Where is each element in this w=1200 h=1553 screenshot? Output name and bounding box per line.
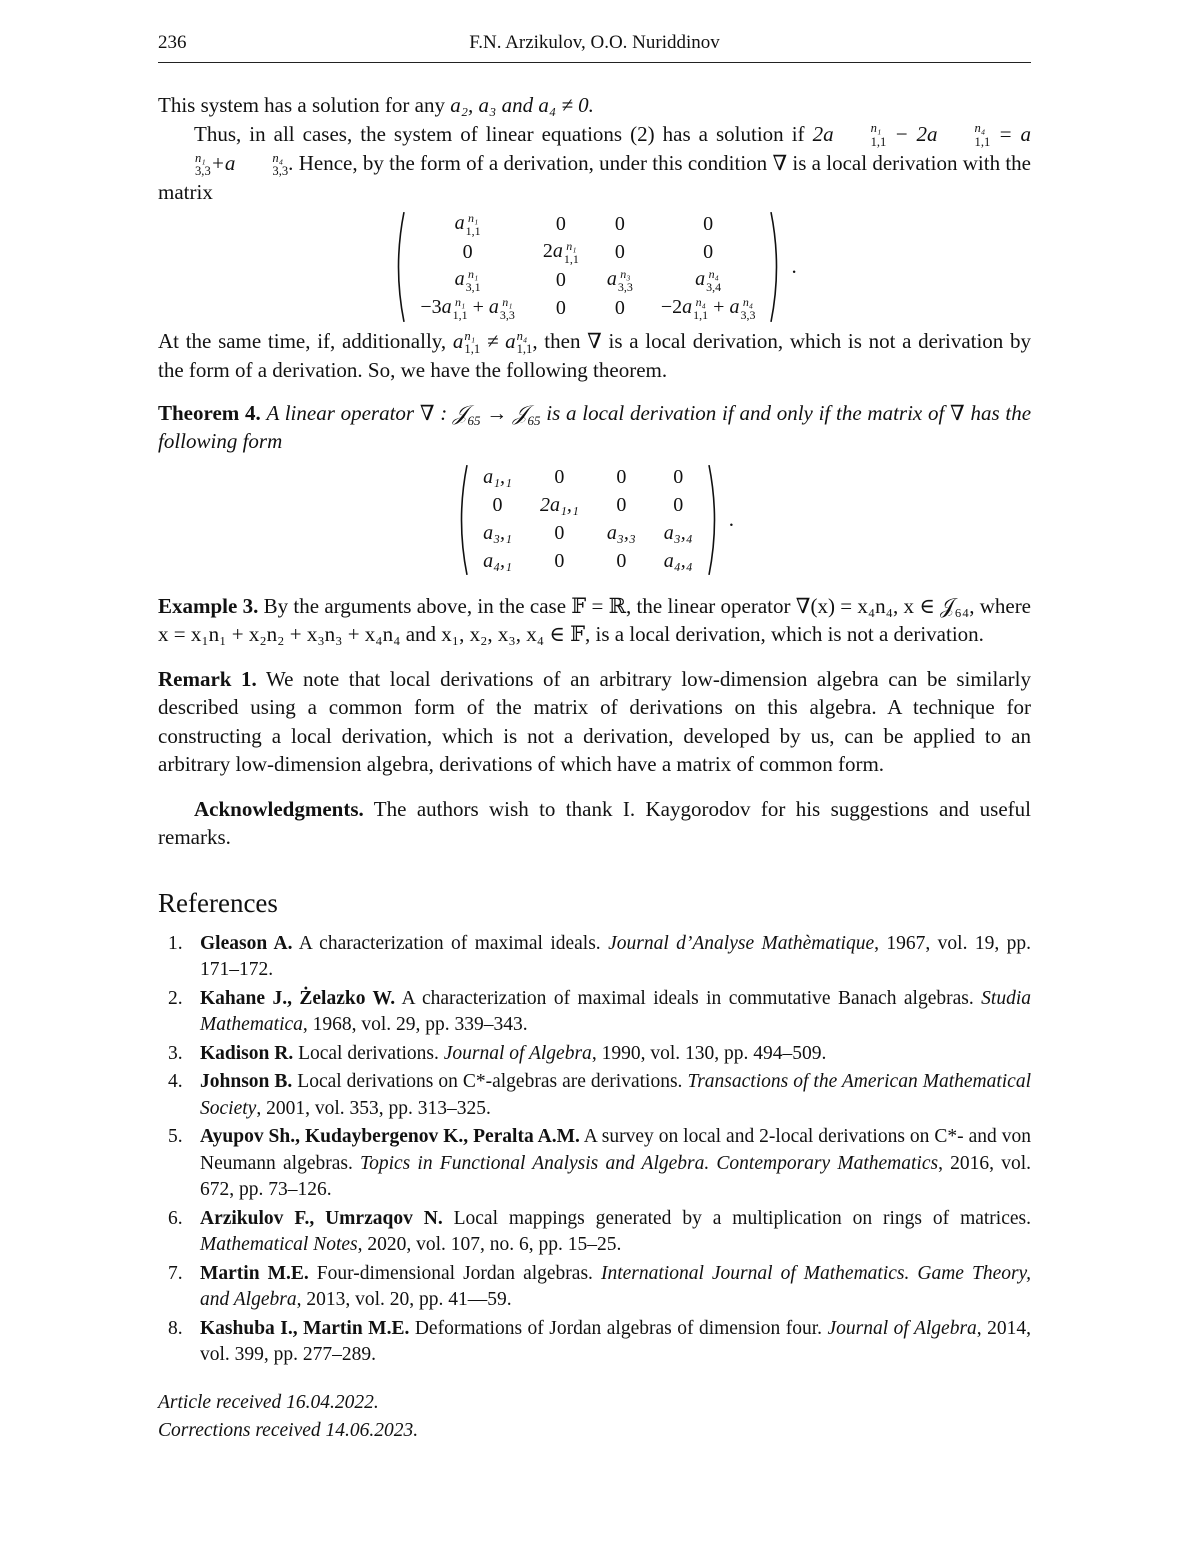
reference-details: , 2016, vol. 672, pp. 73–126. xyxy=(200,1152,1032,1201)
matrix-cell: 0 xyxy=(614,241,625,264)
example-label: Example 3. xyxy=(158,593,259,618)
reference-details: , 2001, vol. 353, pp. 313–325. xyxy=(256,1097,491,1119)
theorem-label: Theorem 4. xyxy=(158,400,261,425)
matrix-cell: 0 xyxy=(616,494,627,517)
matrix-theorem: a₁,₁ 0 0 0 0 2a₁,₁ 0 0 a₃,₁ 0 a₃,₃ a₃,₄ a₄,₁ 0 0 a₄,₄ . xyxy=(158,464,1031,576)
reference-number: 2. xyxy=(168,987,183,1009)
matrix-cell: a n₁ 1,1 xyxy=(454,211,481,238)
page-number: 236 xyxy=(158,32,187,53)
references-heading: References xyxy=(158,887,278,918)
matrix-cell: 2a n₁ 1,1 xyxy=(542,239,579,266)
matrix-cell: a₃,₃ xyxy=(606,522,636,545)
reference-number: 8. xyxy=(168,1317,183,1339)
reference-title: Deformations of Jordan algebras of dimension four. xyxy=(414,1317,822,1339)
reference-title: A characterization of maximal ideals in commutative Banach algebras. xyxy=(401,987,974,1009)
reference-item xyxy=(158,1206,1031,1259)
reference-journal: International Journal of Mathematics. Game Theory, and Algebra xyxy=(200,1262,1032,1311)
reference-authors: Gleason A. xyxy=(200,932,293,954)
reference-journal: Journal of Algebra xyxy=(827,1317,977,1339)
paper-page xyxy=(158,30,1031,1445)
matrix-cell: 0 xyxy=(555,269,566,292)
reference-journal: Journal d’Analyse Mathèmatique xyxy=(608,932,875,954)
matrix-cell: 0 xyxy=(614,213,625,236)
references-list xyxy=(158,931,1031,1369)
matrix-cell: 0 xyxy=(462,241,473,264)
running-header xyxy=(158,30,1031,63)
reference-authors: Johnson B. xyxy=(200,1071,293,1093)
reference-number: 5. xyxy=(168,1126,183,1148)
reference-number: 3. xyxy=(168,1042,183,1064)
matrix-cell: 0 xyxy=(555,297,566,320)
reference-number: 1. xyxy=(168,932,183,954)
acknowledgments xyxy=(158,795,1031,852)
reference-authors: Kahane J., Żelazko W. xyxy=(200,987,396,1009)
left-paren-icon xyxy=(455,464,469,576)
matrix-cell: a n₄ 3,4 xyxy=(695,267,722,294)
paragraph-condition: Thus, in all cases, the system of linear equations (2) has a solution if 2a n₁ 1,1 − 2a n₄ 1,1 = a n₁ 3,3 +a n₄ 3,3 . Hence, by the form of a derivation, under this condition ∇ is a local derivation with the matrix xyxy=(158,121,1032,205)
reference-title: A survey on local and 2-local derivations on C*- and von Neumann algebras. xyxy=(200,1126,1031,1174)
reference-authors: Kashuba I., Martin M.E. xyxy=(200,1317,410,1339)
reference-details: , 2013, vol. 20, pp. 41—59. xyxy=(296,1289,512,1311)
received-date: Article received 16.04.2022. xyxy=(158,1391,379,1413)
paragraph-solution xyxy=(158,91,1031,120)
condition-text: Thus, in all cases, the system of linear equations (2) has a solution if xyxy=(194,121,805,146)
matrix-cell: a n₃ 3,3 xyxy=(606,267,633,294)
solution-vars: a₂, a₃ and a₄ ≠ 0. xyxy=(450,93,594,117)
matrix-cell: a₄,₄ xyxy=(663,550,693,573)
reference-journal: Journal of Algebra xyxy=(443,1042,592,1064)
theorem-operator: 𝒥$_{65}$ → 𝒥$_{65}$ xyxy=(453,400,541,428)
matrix-cell: a₄,₁ xyxy=(483,550,512,573)
theorem-4 xyxy=(158,399,1031,456)
reference-details: , 2020, vol. 107, no. 6, pp. 15–25. xyxy=(357,1234,622,1256)
reference-item xyxy=(158,1316,1031,1369)
matrix-cell: a₁,₁ xyxy=(483,466,512,489)
remark-1 xyxy=(158,665,1031,779)
reference-journal: Studia Mathematica xyxy=(200,987,1031,1036)
reference-details: , 1967, vol. 19, pp. 171–172. xyxy=(200,932,1031,981)
reference-number: 4. xyxy=(168,1071,183,1093)
matrix-cell: 2a₁,₁ xyxy=(539,494,579,517)
example-3 xyxy=(158,592,1031,649)
reference-details: , 1968, vol. 29, pp. 339–343. xyxy=(302,1014,528,1036)
article-dates xyxy=(158,1389,1031,1445)
matrix-cell: 0 xyxy=(555,213,566,236)
matrix-cell: 0 xyxy=(703,241,714,264)
reference-title: Local derivations. xyxy=(298,1042,439,1064)
ack-text: The authors wish to thank I. Kaygorodov for his suggestions and useful remarks. xyxy=(158,796,1032,850)
right-paren-icon xyxy=(707,464,721,576)
left-paren-icon xyxy=(392,211,406,323)
ack-label: Acknowledgments. xyxy=(194,796,364,821)
matrix-cell: 0 xyxy=(616,550,627,573)
reference-details: , 2014, vol. 399, pp. 277–289. xyxy=(200,1317,1032,1366)
matrix-cell: −2a n₄ 1,1 + a n₄ 3,3 xyxy=(660,295,756,322)
reference-item xyxy=(158,1124,1031,1204)
reference-authors: Kadison R. xyxy=(200,1042,294,1064)
additional-continuation: , then ∇ is a local derivation, which is not a derivation by the form of a derivation. So, we have the following theorem. xyxy=(158,328,1032,383)
reference-number: 7. xyxy=(168,1262,183,1284)
reference-item xyxy=(158,931,1031,984)
matrix-cell: −3a n₁ 1,1 + a n₁ 3,3 xyxy=(420,295,515,322)
matrix-cell: 0 xyxy=(673,466,684,489)
reference-number: 6. xyxy=(168,1207,183,1229)
right-paren-icon xyxy=(769,211,783,323)
theorem-text-b: is a local derivation if and only if the matrix of ∇ has the following form xyxy=(158,400,1032,454)
paragraph-additional xyxy=(158,327,1031,385)
reference-journal: Mathematical Notes xyxy=(200,1234,358,1256)
additional-text: At the same time, if, additionally, xyxy=(158,328,447,353)
header-authors: F.N. Arzikulov, O.O. Nuriddinov xyxy=(469,32,720,53)
reference-authors: Ayupov Sh., Kudaybergenov K., Peralta A.M. xyxy=(200,1126,580,1148)
matrix-cell: a n₁ 3,1 xyxy=(454,267,481,294)
matrix-table xyxy=(469,464,707,576)
reference-item xyxy=(158,1041,1031,1068)
matrix-cell: 0 xyxy=(673,494,684,517)
reference-details: , 1990, vol. 130, pp. 494–509. xyxy=(591,1042,827,1064)
reference-title: Local derivations on C*-algebras are derivations. xyxy=(297,1071,683,1093)
reference-journal: Topics in Functional Analysis and Algebra. Contemporary Mathematics xyxy=(360,1152,939,1174)
reference-authors: Arzikulov F., Umrzaqov N. xyxy=(200,1207,443,1229)
reference-title: A characterization of maximal ideals. xyxy=(298,932,601,954)
reference-item xyxy=(158,1261,1031,1314)
condition-formula: 2a n₁ 1,1 − 2a n₄ 1,1 = a n₁ 3,3 +a n₄ 3,3 xyxy=(195,121,1032,179)
remark-text: We note that local derivations of an arbitrary low-dimension algebra can be similarly described using a common form of the matrix of derivations on this algebra. A technique for constructing a local derivation, which is not a derivation, developed by us, can be applied to an arbitrary low-dimension algebra, derivations of which have a matrix of common form. xyxy=(158,666,1031,777)
reference-title: Four-dimensional Jordan algebras. xyxy=(316,1262,593,1284)
matrix-cell: 0 xyxy=(554,466,565,489)
matrix-cell: a₃,₁ xyxy=(483,522,512,545)
matrix-cell: 0 xyxy=(616,466,627,489)
matrix-local-derivation: a n₁ 1,1 0 0 0 0 2a n₁ 1,1 0 0 a n₁ 3,1 0 a n₃ 3,3 a n₄ 3,4 −3a n₁ 1,1 + a n₁ 3,3 0 0 −2a n₄ 1,1 + a n₄ 3,3 . xyxy=(158,211,1031,323)
reference-item xyxy=(158,1069,1031,1122)
matrix-cell: 0 xyxy=(554,522,565,545)
corrections-date: Corrections received 14.06.2023. xyxy=(158,1419,419,1441)
matrix-cell: 0 xyxy=(492,494,503,517)
solution-text: This system has a solution for any xyxy=(158,93,445,117)
matrix-cell: a₃,₄ xyxy=(663,522,693,545)
reference-title: Local mappings generated by a multiplication on rings of matrices. xyxy=(453,1207,1031,1229)
matrix-cell: 0 xyxy=(703,213,714,236)
example-text: By the arguments above, in the case 𝔽 = ℝ, the linear operator ∇(x) = x₄n₄, x ∈ 𝒥₆₄, where x = x₁n₁ + x₂n₂ + x₃n₃ + x₄n₄ and x₁, x₂, x₃, x₄ ∈ 𝔽, is a local derivation, which is not a derivation. xyxy=(158,593,1032,647)
reference-journal: Transactions of the American Mathematical Society xyxy=(200,1071,1032,1119)
condition-continuation: Hence, by the form of a derivation, under this condition ∇ is a local derivation with the matrix xyxy=(158,150,1032,205)
remark-label: Remark 1. xyxy=(158,666,257,691)
matrix-table xyxy=(406,211,769,323)
matrix-cell: 0 xyxy=(554,550,565,573)
additional-formula: a n₁ 1,1 ≠ a n₄ 1,1 xyxy=(452,328,533,356)
theorem-text-a: A linear operator ∇ : xyxy=(266,400,448,425)
reference-authors: Martin M.E. xyxy=(200,1262,309,1284)
matrix-cell: 0 xyxy=(614,297,625,320)
reference-item xyxy=(158,986,1031,1039)
